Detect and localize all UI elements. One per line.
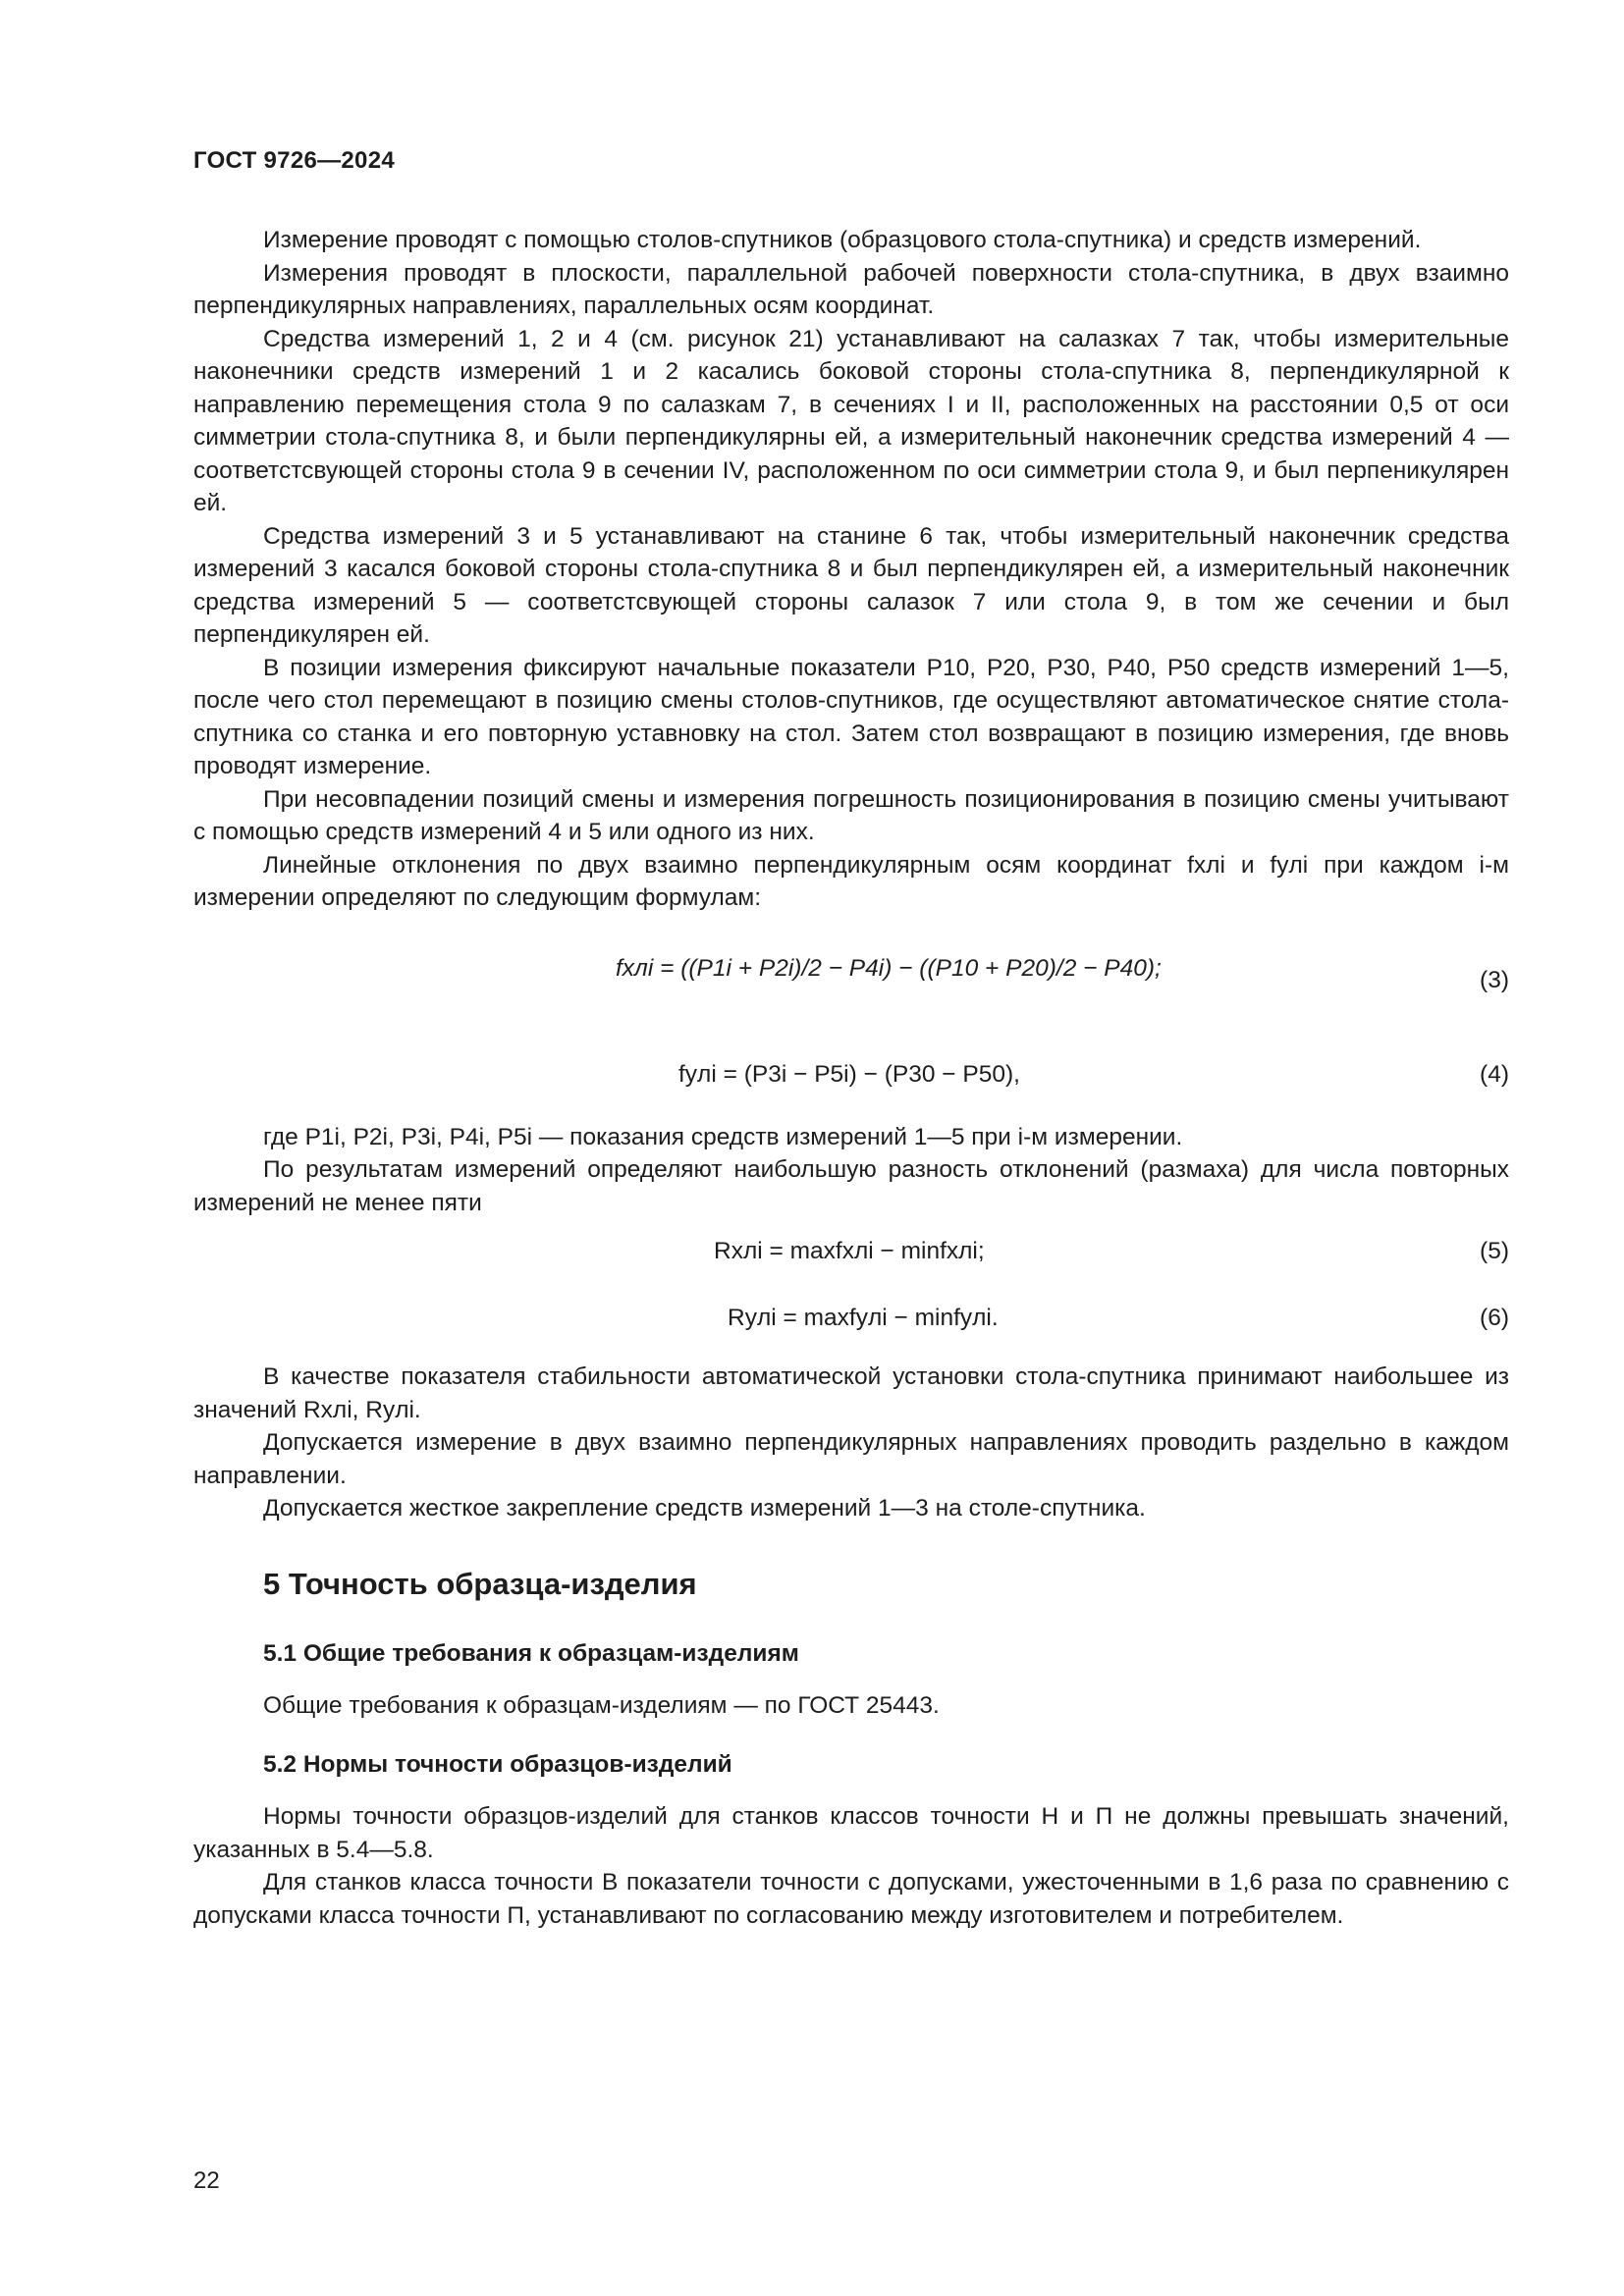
paragraph: Измерения проводят в плоскости, параллельной рабочей поверхности стола-спутника, в двух взаимно перпендикулярных направлениях, параллельных осям координат. (193, 259, 1509, 319)
paragraph-where: где P1i, P2i, P3i, P4i, P5i — показания средств измерений 1—5 при i-м измерении. (263, 1123, 1183, 1150)
section-heading-5-2: 5.2 Нормы точности образцов-изделий (263, 1750, 732, 1778)
formula-4-number: (4) (1480, 1060, 1509, 1088)
paragraph: В качестве показателя стабильности автоматической установки стола-спутника принимают наибольшее из значений Rxлi, Ryлi. (193, 1363, 1509, 1423)
formula-3-number: (3) (1480, 966, 1509, 993)
document-body (193, 224, 1509, 1932)
document-header: ГОСТ 9726—2024 (193, 147, 396, 174)
paragraph: По результатам измерений определяют наибольшую разность отклонений (размаха) для числа повторных измерений не менее пяти (193, 1156, 1509, 1216)
paragraph: Измерение проводят с помощью столов-спутников (образцового стола-спутника) и средств измерений. (263, 227, 1422, 253)
formula-6-expression: Ryлi = maxfyлi − minfyлi. (728, 1305, 999, 1331)
paragraph: Линейные отклонения по двух взаимно перпендикулярным осям координат fxлi и fyлi при каждом i-м измерении определяют по следующим формулам: (193, 851, 1509, 911)
formula-5-expression: Rxлi = maxfxлi − minfxлi; (714, 1238, 985, 1264)
formula-3 (193, 934, 1509, 1044)
paragraph: Допускается измерение в двух взаимно перпендикулярных направлениях проводить раздельно в каждом направлении. (193, 1429, 1509, 1489)
formula-4-expression: fyлi = (P3i − P5i) − (P30 − P50), (678, 1060, 1020, 1088)
paragraph: Для станков класса точности В показатели точности с допусками, ужесточенными в 1,6 раза по сравнению с допусками класса точности П, устанавливают по согласованию между изготовителем и потребителем. (193, 1869, 1509, 1929)
formula-6-number: (6) (1480, 1305, 1509, 1331)
paragraph: Допускается жесткое закрепление средств измерений 1—3 на столе-спутника. (263, 1495, 1146, 1522)
paragraph: При несовпадении позиций смены и измерения погрешность позиционирования в позицию смены учитывают с помощью средств измерений 4 и 5 или одного из них. (193, 785, 1509, 845)
paragraph: В позиции измерения фиксируют начальные показатели P10, P20, P30, P40, P50 средств измерений 1—5, после чего стол перемещают в позицию смены столов-спутников, где осуществляют автоматическое снятие стола-спутника со станка и его повторную уставновку на стол. Затем стол возвращают в позицию измерения, где вновь проводят измерение. (193, 654, 1509, 779)
formula-5-number: (5) (1480, 1238, 1509, 1264)
paragraph: Средства измерений 3 и 5 устанавливают на станине 6 так, чтобы измерительный наконечник средства измерений 3 касался боковой стороны стола-спутника 8 и был перпендикулярен ей, а измерительный наконечник средства измерений 5 — соответстсвующей стороны салазок 7 или стола 9, в том же сечении и был перпендикулярен ей. (193, 522, 1509, 648)
section-heading-5: 5 Точность образца-изделия (263, 1566, 697, 1601)
paragraph: Общие требования к образцам-изделиям — по ГОСТ 25443. (263, 1692, 940, 1719)
paragraph: Нормы точности образцов-изделий для станков классов точности Н и П не должны превышать значений, указанных в 5.4—5.8. (193, 1803, 1509, 1863)
formula-5 (193, 1233, 1509, 1284)
paragraph: Средства измерений 1, 2 и 4 (см. рисунок 21) устанавливают на салазках 7 так, чтобы измерительные наконечники средств измерений 1 и 2 касались боковой стороны стола-спутника 8, перпендикулярной к направлению перемещения стола 9 по салазкам 7, в сечениях I и II, расположенных на расстоянии 0,5 от оси симметрии стола-спутника 8, и были перпендикулярны ей, а измерительный наконечник средства измерений 4 — соответстсвующей стороны стола 9 в сечении IV, расположенном по оси симметрии стола 9, и был перпеникулярен ей. (193, 325, 1509, 516)
formula-4 (193, 1058, 1509, 1121)
formula-6 (193, 1298, 1509, 1361)
formula-3-expression: fxлi = ((P1i + P2i)/2 − P4i) − ((P10 + P20)/2 − P40); (616, 954, 1162, 982)
page-number: 22 (193, 2167, 220, 2194)
section-heading-5-1: 5.1 Общие требования к образцам-изделиям (263, 1639, 799, 1667)
